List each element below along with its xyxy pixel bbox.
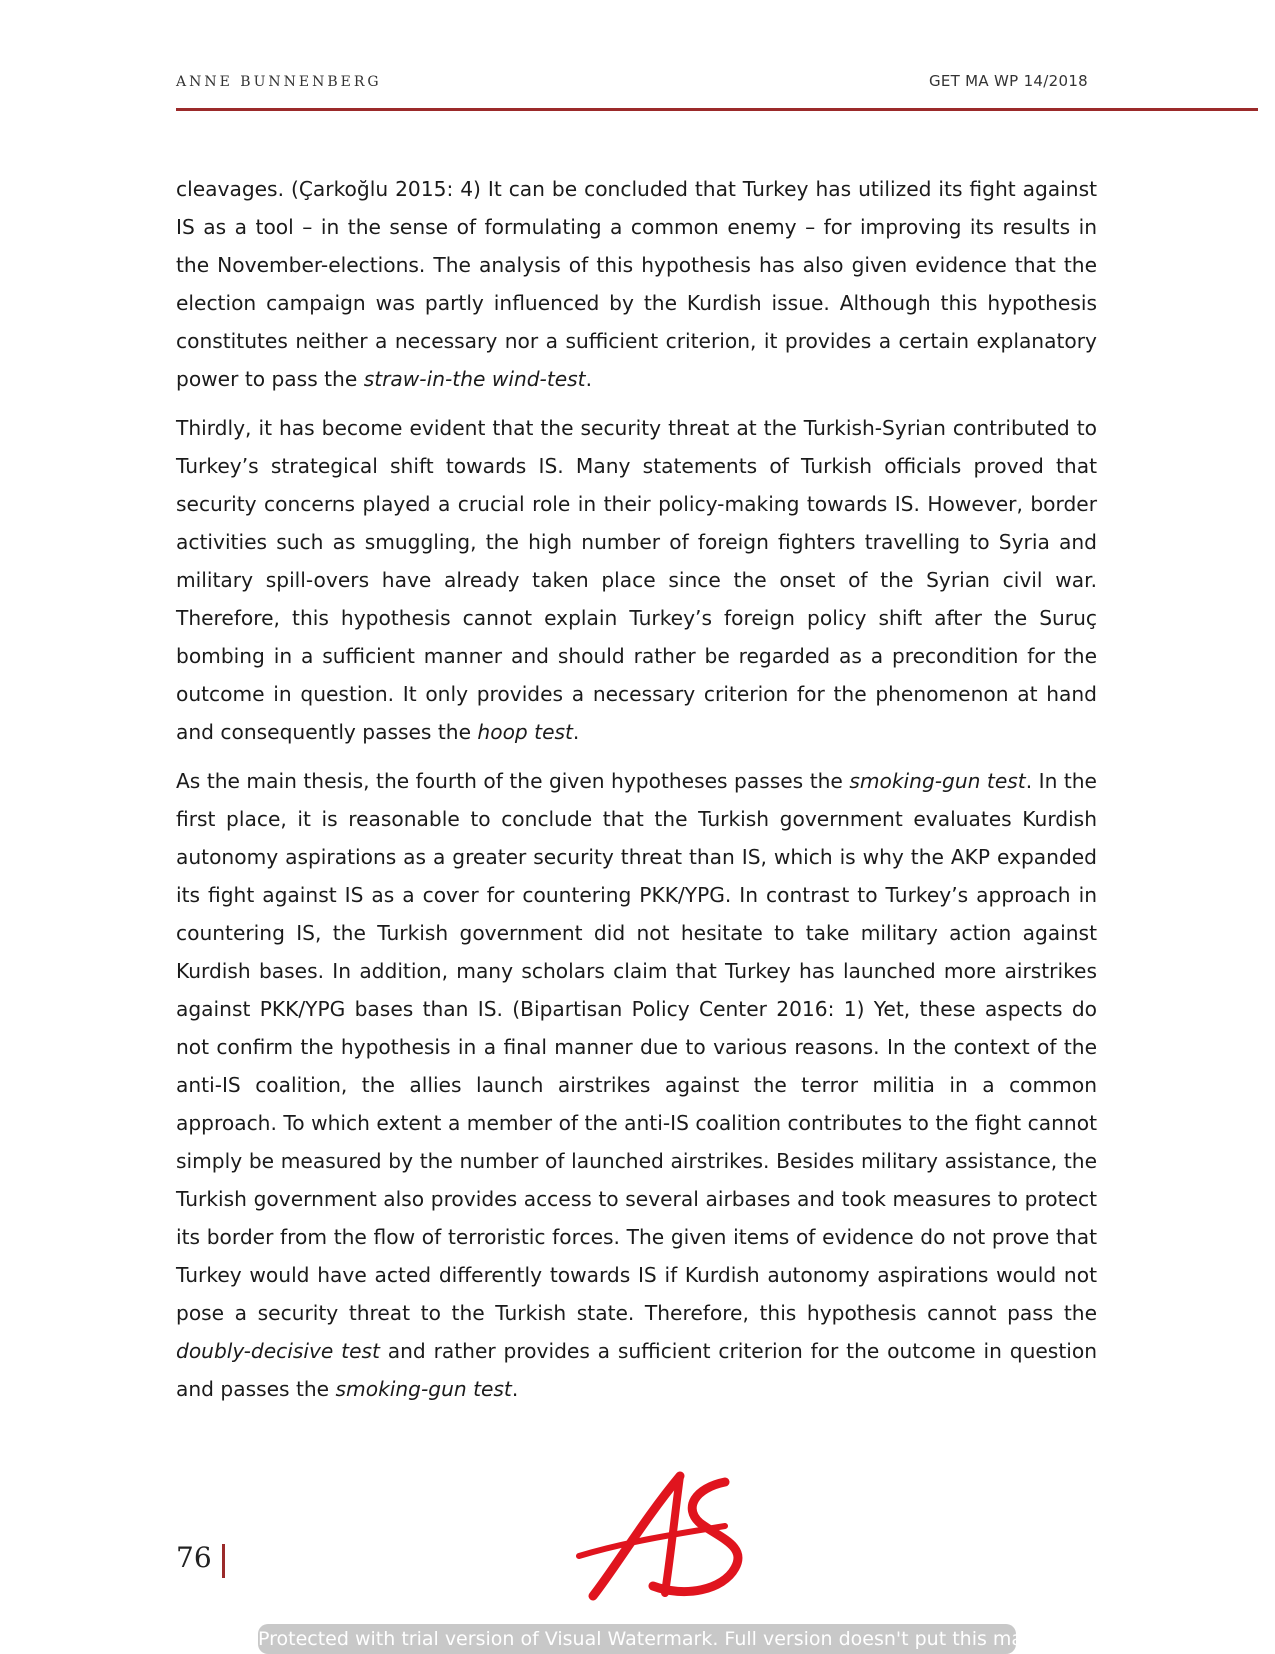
emphasis-smoking-gun-2: smoking-gun test: [335, 1377, 512, 1401]
as-logo-icon: [575, 1468, 755, 1608]
trial-watermark: Protected with trial version of Visual Watermark. Full version doesn't put this mark.: [258, 1624, 1016, 1654]
page-number: 76: [176, 1541, 212, 1574]
emphasis-hoop-test: hoop test: [477, 720, 573, 744]
page-number-bar: [222, 1544, 225, 1578]
body-text: [176, 170, 1097, 1419]
emphasis-smoking-gun-1: smoking-gun test: [849, 769, 1026, 793]
running-header-series: GET MA WP 14/2018: [928, 72, 1088, 90]
paragraph-1: cleavages. (Çarkoğlu 2015: 4) It can be concluded that Turkey has utilized its fight against IS as a tool – in the sense of formulating a common enemy – for improving its results in the November-elections. The analysis of this hypothesis has also given evidence that the election campaign was partly influenced by the Kurdish issue. Although this hypothesis constitutes neither a necessary nor a sufficient criterion, it provides a certain explanatory power to pass the straw-in-the wind-test.: [176, 177, 1097, 391]
paragraph-3: As the main thesis, the fourth of the given hypotheses passes the smoking-gun test. In the first place, it is reasonable to conclude that the Turkish government evaluates Kurdish autonomy aspirations as a greater security threat than IS, which is why the AKP expanded its fight against IS as a cover for countering PKK/YPG. In contrast to Turkey’s approach in countering IS, the Turkish government did not hesitate to take military action against Kurdish bases. In addition, many scholars claim that Turkey has launched more airstrikes against PKK/YPG bases than IS. (Bipartisan Policy Center 2016: 1) Yet, these aspects do not confirm the hypothesis in a final manner due to various reasons. In the context of the anti-IS coalition, the allies launch airstrikes against the terror militia in a common approach. To which extent a member of the anti-IS coalition contributes to the fight cannot simply be measured by the number of launched airstrikes. Besides military assistance, the Turkish government also provides access to several airbases and took measures to protect its border from the flow of terroristic forces. The given items of evidence do not prove that Turkey would have acted differently towards IS if Kurdish autonomy aspirations would not pose a security threat to the Turkish state. Therefore, this hypothesis cannot pass the doubly-decisive test and rather provides a sufficient criterion for the outcome in question and passes the smoking-gun test.: [176, 769, 1097, 1401]
header-rule: [176, 108, 1258, 111]
paragraph-2: Thirdly, it has become evident that the security threat at the Turkish-Syrian contributed to Turkey’s strategical shift towards IS. Many statements of Turkish officials proved that security concerns played a crucial role in their policy-making towards IS. However, border activities such as smuggling, the high number of foreign fighters travelling to Syria and military spill-overs have already taken place since the onset of the Syrian civil war. Therefore, this hypothesis cannot explain Turkey’s foreign policy shift after the Suruç bombing in a sufficient manner and should rather be regarded as a precondition for the outcome in question. It only provides a necessary criterion for the phenomenon at hand and consequently passes the hoop test.: [176, 416, 1097, 744]
emphasis-straw-in-the-wind: straw-in-the wind-test: [363, 367, 586, 391]
emphasis-doubly-decisive: doubly-decisive test: [176, 1339, 380, 1363]
running-header-author: ANNE BUNNENBERG: [176, 74, 382, 90]
